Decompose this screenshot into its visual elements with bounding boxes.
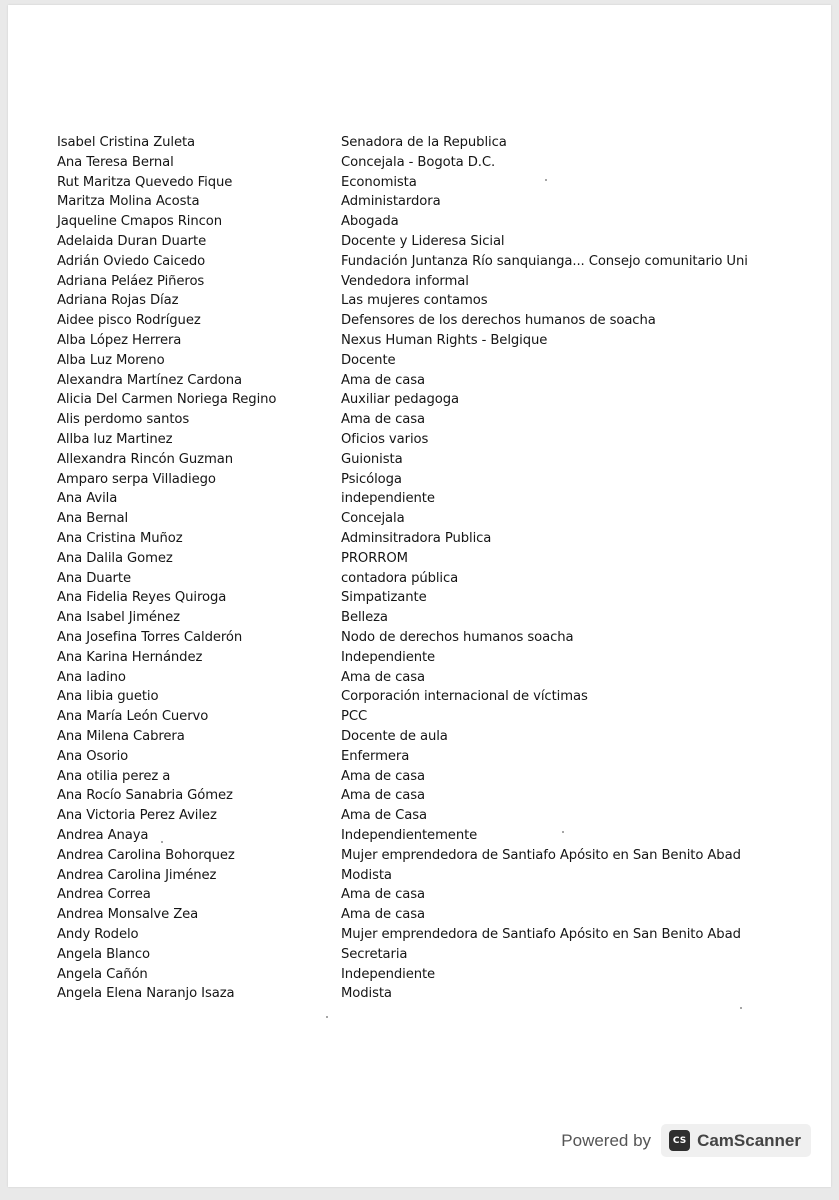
entry-role: Ama de casa [341,788,426,804]
entry-row [8,331,831,351]
entry-role: Docente y Lideresa Sicial [341,234,505,249]
entry-name: Ana Cristina Muñoz [57,531,183,546]
entry-role: Ama de casa [341,669,426,685]
entry-row [8,707,831,727]
entry-role: Guionista [341,451,403,467]
entry-name: Ana Victoria Perez Avilez [57,808,217,824]
entry-role: Abogada [341,214,399,230]
entry-name: Ana Dalila Gomez [57,550,173,566]
entry-role: Ama de casa [341,412,426,428]
entry-row [8,885,831,905]
entry-row [8,846,831,866]
entry-role: Senadora de la Republica [341,135,507,150]
entry-name: Ana Milena Cabrera [57,729,185,744]
entry-name: Alis perdomo santos [57,412,190,428]
scan-speck [161,841,163,843]
entry-role: Ama de casa [341,372,426,388]
entry-row [8,371,831,391]
entry-row [8,905,831,925]
entry-row [8,648,831,668]
entry-role: contadora pública [341,570,459,586]
entry-role: Administardora [341,194,441,210]
entry-name: Jaqueline Cmapos Rincon [57,214,223,230]
entry-name: Ana Karina Hernández [57,649,203,665]
entry-name: Ana Osorio [57,748,129,764]
entry-name: Ana Rocío Sanabria Gómez [57,788,233,804]
entry-name: Ana Teresa Bernal [57,154,174,170]
entry-role: Independiente [341,649,436,665]
entry-name: Andrea Anaya [57,828,149,843]
entry-role: Docente de aula [341,729,448,744]
entry-name: Andrea Carolina Bohorquez [57,847,235,863]
entry-row [8,232,831,252]
entry-role: Nexus Human Rights - Belgique [341,333,548,348]
entry-name: Adriana Peláez Piñeros [57,273,205,289]
entry-role: Las mujeres contamos [341,293,488,309]
entry-role: Enfermera [341,748,410,764]
entry-name: Ana Josefina Torres Calderón [57,630,243,645]
entry-name: Maritza Molina Acosta [57,194,200,210]
entry-name: Amparo serpa Villadiego [57,471,216,487]
entry-role: Independientemente [341,828,478,843]
entry-row [8,826,831,846]
entry-role: Simpatizante [341,590,427,606]
entry-role: Auxiliar pedagoga [341,392,459,408]
entry-row [8,351,831,371]
entry-row [8,470,831,490]
entry-row [8,430,831,450]
entry-row [8,410,831,430]
entry-row [8,509,831,529]
entry-role: Mujer emprendedora de Santiafo Apósito en San Benito Abad [341,847,741,863]
entry-name: Alexandra Martínez Cardona [57,372,242,388]
entry-name: Adrián Oviedo Caicedo [57,253,206,269]
entry-name: Isabel Cristina Zuleta [57,135,196,150]
entry-role: Belleza [341,610,388,626]
entry-row [8,965,831,985]
entry-name: Ana Bernal [57,511,129,527]
entry-name: Angela Blanco [57,946,150,962]
entry-row [8,628,831,648]
entry-row [8,450,831,470]
entry-role: Concejala [341,511,405,527]
entry-name: Ana Isabel Jiménez [57,610,180,626]
entry-role: Modista [341,986,392,1002]
entry-row [8,806,831,826]
entry-row [8,945,831,965]
entry-role: Psicóloga [341,471,402,487]
entry-name: Ana ladino [57,669,126,685]
entry-role: Nodo de derechos humanos soacha [341,630,574,645]
entry-row [8,173,831,193]
entry-name: Ana otilia perez a [57,768,171,784]
entry-row [8,767,831,787]
entry-name: Ana María León Cuervo [57,709,209,725]
entry-role: Ama de casa [341,768,426,784]
entry-row [8,549,831,569]
entry-row [8,984,831,1004]
entry-row [8,291,831,311]
entry-name: Rut Maritza Quevedo Fique [57,174,233,190]
entry-row [8,529,831,549]
entry-role: Independiente [341,966,436,982]
camscanner-badge [661,1124,811,1157]
entry-name: Alicia Del Carmen Noriega Regino [57,392,277,408]
entry-name: Aidee pisco Rodríguez [57,313,201,329]
entry-row [8,153,831,173]
entry-row [8,786,831,806]
powered-by-label: Powered by [561,1130,652,1150]
entry-role: Fundación Juntanza Río sanquianga... Consejo comunitario Uni [341,253,748,269]
entry-row [8,569,831,589]
entry-role: Docente [341,352,396,368]
entry-name: Andrea Correa [57,887,151,903]
entry-role: Defensores de los derechos humanos de soacha [341,313,656,329]
entry-row [8,212,831,232]
entry-role: Concejala - Bogota D.C. [341,154,496,170]
camscanner-footer [561,1124,811,1157]
entry-role: Corporación internacional de víctimas [341,689,588,705]
entry-name: Ana libia guetio [57,689,159,705]
scan-speck [326,1016,328,1018]
entry-row [8,133,831,153]
camscanner-logo-icon: CS [669,1130,690,1151]
entry-role: Oficios varios [341,432,429,447]
entry-list [8,5,831,1105]
entry-name: Andrea Monsalve Zea [57,907,199,923]
scan-speck [740,1007,742,1009]
entry-row [8,608,831,628]
entry-row [8,866,831,886]
entry-role: PRORROM [341,550,408,566]
entry-role: Ama de Casa [341,808,427,824]
entry-name: Alba Luz Moreno [57,352,165,368]
entry-role: Adminsitradora Publica [341,531,492,546]
scanned-page [8,5,831,1187]
entry-role: Economista [341,174,417,190]
entry-row [8,668,831,688]
entry-role: Secretaria [341,946,408,962]
entry-row [8,687,831,707]
entry-name: Allba luz Martinez [57,432,173,447]
entry-role: Ama de casa [341,887,426,903]
entry-name: Allexandra Rincón Guzman [57,451,233,467]
scan-speck [545,179,547,181]
entry-row [8,588,831,608]
entry-row [8,390,831,410]
camscanner-brand: CamScanner [697,1130,801,1150]
entry-row [8,192,831,212]
entry-name: Angela Elena Naranjo Isaza [57,986,235,1002]
entry-name: Andrea Carolina Jiménez [57,867,217,883]
entry-role: PCC [341,709,368,725]
entry-role: Mujer emprendedora de Santiafo Apósito en San Benito Abad [341,927,741,942]
entry-role: independiente [341,491,435,507]
entry-row [8,925,831,945]
entry-name: Alba López Herrera [57,333,182,348]
scan-speck [562,831,564,833]
entry-role: Ama de casa [341,907,426,923]
entry-name: Ana Avila [57,491,118,507]
entry-name: Adelaida Duran Duarte [57,234,207,249]
entry-name: Angela Cañón [57,966,148,982]
entry-row [8,252,831,272]
entry-name: Ana Fidelia Reyes Quiroga [57,590,227,606]
entry-role: Vendedora informal [341,273,469,289]
entry-name: Adriana Rojas Díaz [57,293,179,309]
entry-row [8,311,831,331]
entry-row [8,489,831,509]
entry-row [8,747,831,767]
entry-name: Andy Rodelo [57,927,139,942]
entry-row [8,272,831,292]
entry-row [8,727,831,747]
entry-role: Modista [341,867,392,883]
entry-name: Ana Duarte [57,570,131,586]
